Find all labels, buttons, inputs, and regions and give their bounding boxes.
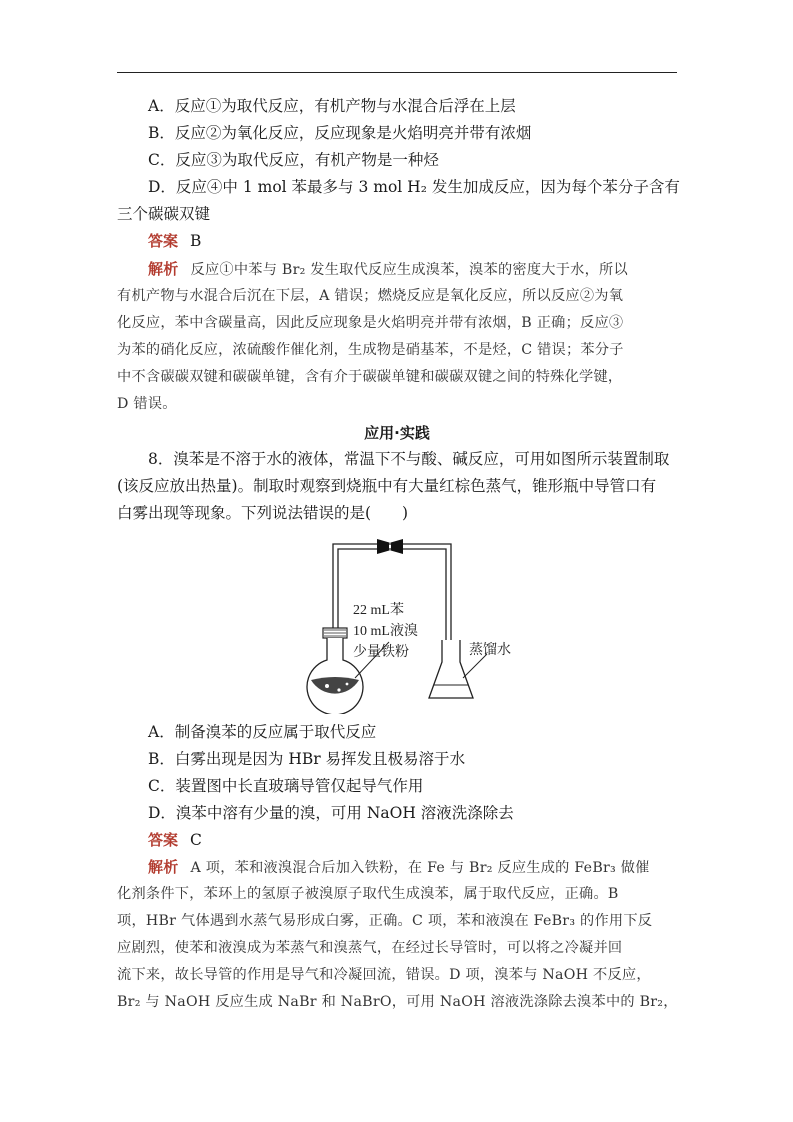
answer-value: C	[190, 831, 202, 849]
q8-answer	[148, 830, 677, 850]
q7-analysis-line6: D 错误。	[117, 396, 177, 412]
q7-option-a: A．反应①为取代反应，有机产物与水混合后浮在上层	[148, 97, 516, 115]
q7-option-c: C．反应③为取代反应，有机产物是一种烃	[148, 151, 439, 169]
q7-analysis-line5: 中不含碳碳双键和碳碳单键，含有介于碳碳单键和碳碳双键之间的特殊化学键，	[117, 369, 623, 385]
q7-option-b: B．反应②为氧化反应，反应现象是火焰明亮并带有浓烟	[148, 124, 532, 142]
answer-label: 答案	[148, 232, 179, 250]
q7-analysis-line2: 有机产物与水混合后沉在下层，A 错误；燃烧反应是氧化反应，所以反应②为氧	[117, 288, 624, 304]
conical-flask	[429, 640, 473, 698]
flask-label-1: 22 mL苯	[353, 603, 404, 618]
q8-analysis-line4: 应剧烈，使苯和液溴成为苯蒸气和溴蒸气，在经过长导管时，可以将之冷凝并回	[117, 940, 623, 956]
q8-option-d: D．溴苯中溶有少量的溴，可用 NaOH 溶液洗涤除去	[148, 804, 514, 822]
q8-option-a: A．制备溴苯的反应属于取代反应	[148, 723, 377, 741]
header-rule	[117, 72, 677, 73]
q8-analysis-line3: 项，HBr 气体遇到水蒸气易形成白雾，正确。C 项，苯和液溴在 FeBr₃ 的作用下反	[117, 913, 653, 929]
flask-label-3: 少量铁粉	[353, 645, 409, 660]
q8-analysis-line5: 流下来，故长导管的作用是导气和冷凝回流，错误。D 项，溴苯与 NaOH 不反应，	[117, 967, 651, 983]
q8-stem-line2: (该反应放出热量)。制取时观察到烧瓶中有大量红棕色蒸气，锥形瓶中导管口有	[117, 477, 657, 495]
section-title: 应用·实践	[364, 424, 430, 442]
analysis-label: 解析	[148, 858, 179, 876]
q8-stem-line1: 8．溴苯是不溶于水的液体，常温下不与酸、碱反应，可用如图所示装置制取	[148, 450, 670, 468]
q7-analysis-line1	[148, 259, 677, 280]
q8-stem-line3: 白雾出现等现象。下列说法错误的是( )	[117, 504, 409, 522]
analysis-text: A 项，苯和液溴混合后加入铁粉，在 Fe 与 Br₂ 反应生成的 FeBr₃ 做催	[190, 860, 650, 876]
flask-label-2: 10 mL液溴	[353, 624, 418, 639]
answer-label: 答案	[148, 831, 179, 849]
q7-option-d-line1: D．反应④中 1 mol 苯最多与 3 mol H₂ 发生加成反应，因为每个苯分子含有	[148, 178, 680, 196]
q8-analysis-line6: Br₂ 与 NaOH 反应生成 NaBr 和 NaBrO，可用 NaOH 溶液洗涤除去溴苯中的 Br₂，	[117, 994, 678, 1010]
analysis-label: 解析	[148, 260, 179, 278]
q7-answer	[148, 231, 677, 251]
conical-label: 蒸馏水	[469, 643, 511, 658]
analysis-text: 反应①中苯与 Br₂ 发生取代反应生成溴苯，溴苯的密度大于水，所以	[190, 262, 628, 278]
answer-value: B	[190, 232, 202, 250]
q8-option-c: C．装置图中长直玻璃导管仅起导气作用	[148, 777, 424, 795]
q7-analysis-line3: 化反应，苯中含碳量高，因此反应现象是火焰明亮并带有浓烟，B 正确；反应③	[117, 315, 624, 331]
apparatus-diagram	[297, 530, 525, 714]
q8-analysis-line1	[148, 857, 677, 878]
q7-analysis-line4: 为苯的硝化反应，浓硫酸作催化剂，生成物是硝基苯，不是烃，C 错误；苯分子	[117, 342, 624, 358]
q8-analysis-line2: 化剂条件下，苯环上的氢原子被溴原子取代生成溴苯，属于取代反应，正确。B	[117, 886, 619, 902]
rubber-joint	[377, 539, 403, 554]
q7-option-d-line2: 三个碳碳双键	[117, 205, 211, 223]
q8-option-b: B．白雾出现是因为 HBr 易挥发且极易溶于水	[148, 750, 466, 768]
